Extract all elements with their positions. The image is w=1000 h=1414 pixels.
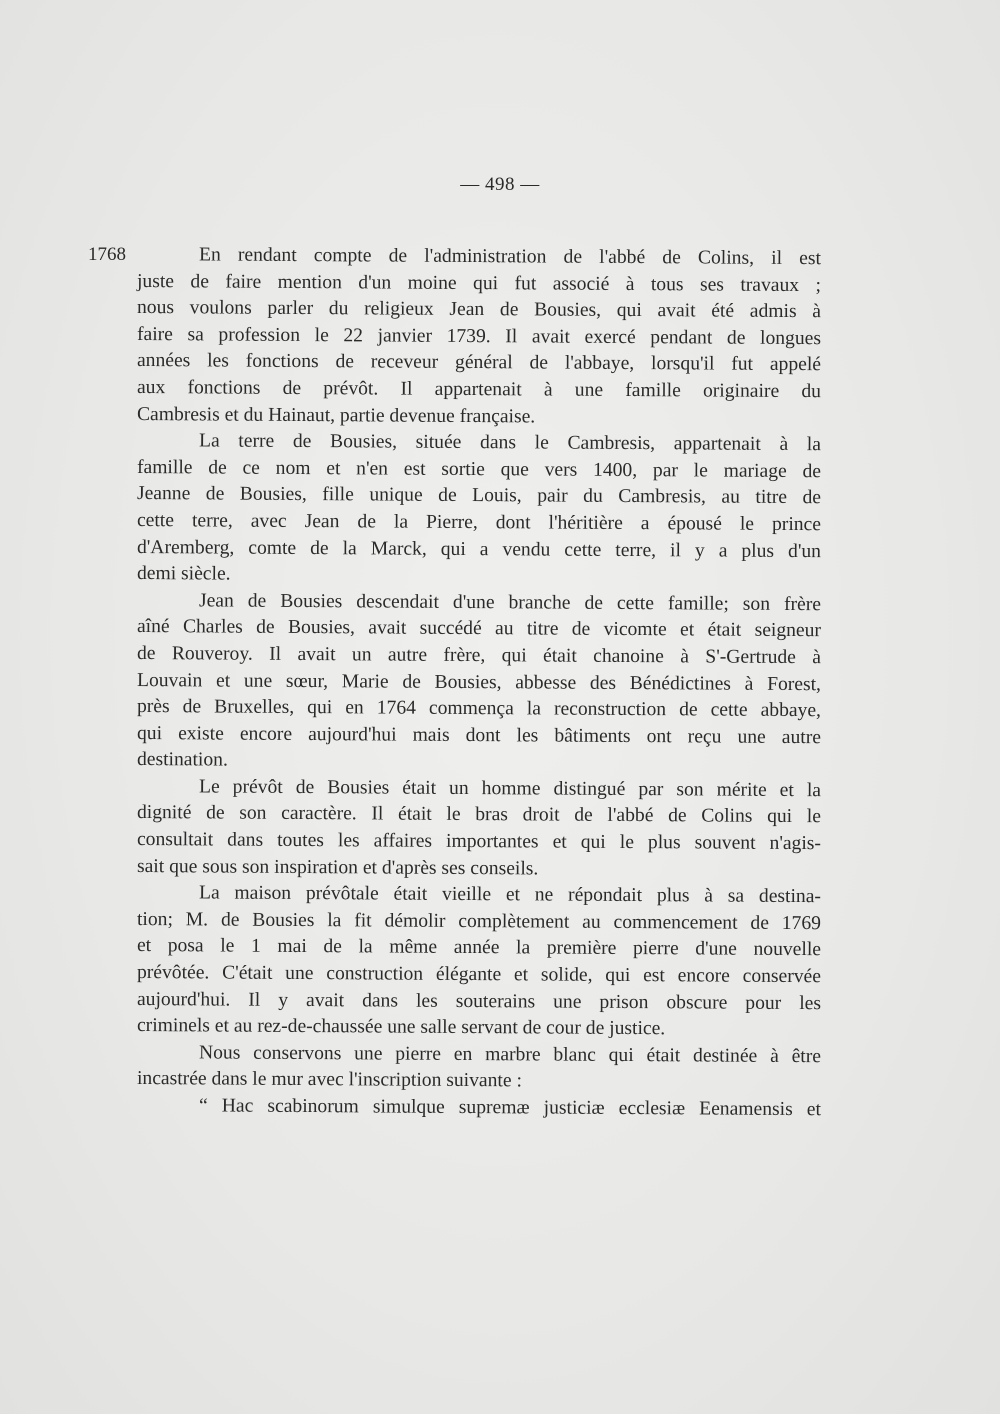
text-line: tion; M. de Bousies la fit démolir complètement au commencement de 1769 [136, 908, 822, 935]
text-line: de Rouveroy. Il avait un autre frère, qui était chanoine à S'-Gertrude à [136, 642, 822, 669]
text-line: d'Aremberg, comte de la Marck, qui a vendu cette terre, il y a plus d'un [136, 536, 822, 562]
text-line: faire sa profession le 22 janvier 1739. Il avait exercé pendant de longues [136, 323, 822, 349]
text-line: cette terre, avec Jean de la Pierre, dont l'héritière a épousé le prince [136, 509, 822, 536]
text-line: années les fonctions de receveur général de l'abbaye, lorsqu'il fut appelé [136, 350, 822, 376]
text-line: sait que sous son inspiration et d'après ses conseils. [136, 855, 539, 880]
text-line: famille de ce nom et n'en est sortie que vers 1400, par le mariage de [136, 456, 822, 482]
text-line: Louvain et une sœur, Marie de Bousies, abbesse des Bénédictines à Forest, [136, 669, 822, 695]
text-line: aux fonctions de prévôt. Il appartenait à une famille originaire du [136, 376, 822, 403]
text-line: “ Hac scabinorum simulque supremæ justiciæ ecclesiæ Eenamensis et [198, 1095, 822, 1121]
text-line: demi siècle. [136, 563, 231, 585]
text-line: aîné Charles de Bousies, avait succédé au titre de vicomte et était seigneur [136, 616, 822, 642]
text-line: consultait dans toutes les affaires importantes et qui le plus souvent n'agis- [136, 829, 822, 855]
text-line: La maison prévôtale était vieille et ne répondait plus à sa destina- [198, 882, 822, 908]
margin-year-note: 1768 [88, 244, 126, 265]
text-line: nous voulons parler du religieux Jean de Bousies, qui avait été admis à [136, 297, 822, 323]
text-line: La terre de Bousies, située dans le Cambresis, appartenait à la [198, 430, 822, 456]
text-line: Le prévôt de Bousies était un homme distingué par son mérite et la [198, 776, 822, 802]
text-line: qui existe encore aujourd'hui mais dont les bâtiments ont reçu une autre [136, 722, 822, 748]
page-number: — 498 — [460, 174, 540, 195]
text-line: Jeanne de Bousies, fille unique de Louis, pair du Cambresis, au titre de [136, 483, 822, 509]
text-line: près de Bruxelles, qui en 1764 commença la reconstruction de cette abbaye, [136, 696, 822, 722]
text-line: dignité de son caractère. Il était le bras droit de l'abbé de Colins qui le [136, 802, 822, 828]
text-line: criminels et au rez-de-chaussée une salle servant de cour de justice. [136, 1015, 666, 1040]
text-line: Jean de Bousies descendait d'une branche de cette famille; son frère [198, 590, 822, 615]
text-line: incastrée dans le mur avec l'inscription suivante : [136, 1068, 523, 1092]
text-line: prévôtée. C'était une construction élégante et solide, qui est encore conservée [136, 962, 822, 988]
text-line: aujourd'hui. Il y avait dans les souterains une prison obscure pour les [136, 988, 822, 1014]
text-line: destination. [136, 749, 228, 771]
text-line: Nous conservons une pierre en marbre blanc qui était destinée à être [198, 1042, 822, 1067]
text-line: et posa le 1 mai de la même année la première pierre d'une nouvelle [136, 935, 822, 961]
text-line: En rendant compte de l'administration de l'abbé de Colins, il est [198, 244, 822, 270]
body-text [137, 242, 821, 1120]
text-line: juste de faire mention d'un moine qui fut associé à tous ses travaux ; [136, 270, 822, 296]
text-line: Cambresis et du Hainaut, partie devenue française. [136, 403, 536, 427]
